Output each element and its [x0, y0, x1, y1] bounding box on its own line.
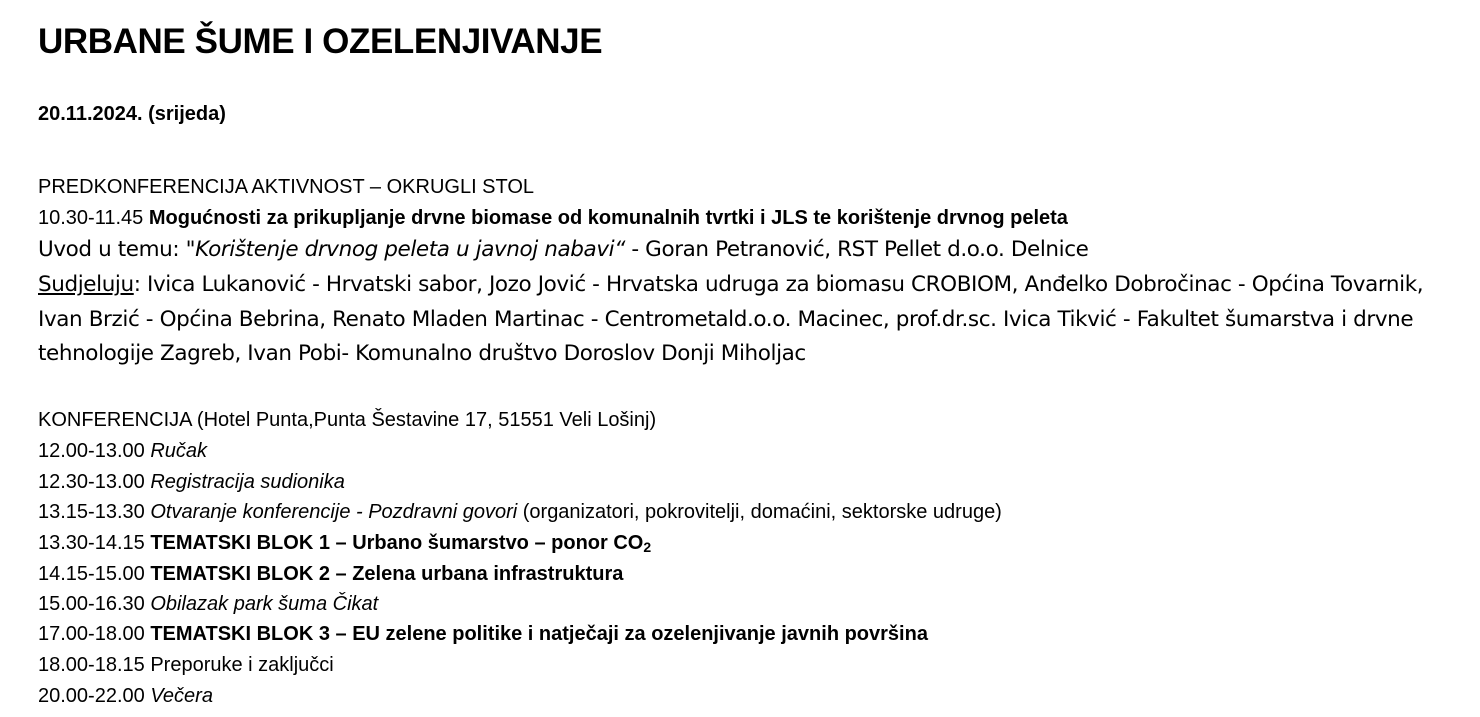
agenda-extra: (organizatori, pokrovitelji, domaćini, sektorske udruge) [517, 501, 1002, 523]
agenda-time: 13.15-13.30 [38, 501, 145, 523]
agenda-item [38, 561, 623, 587]
agenda-label: TEMATSKI BLOK 2 – Zelena urbana infrastruktura [150, 563, 624, 585]
session-time: 10.30-11.45 [38, 207, 144, 229]
intro-title: "Korištenje drvnog peleta u javnoj nabavi“ [185, 237, 625, 262]
agenda-label [150, 532, 651, 554]
participants-label: Sudjeluju [38, 272, 134, 297]
participants-paragraph [38, 268, 1458, 372]
conference-heading: KONFERENCIJA (Hotel Punta,Punta Šestavine 17, 51551 Veli Lošinj) [38, 409, 657, 431]
agenda-item [38, 469, 345, 495]
pre-conference-session [38, 205, 1068, 231]
intro-label: Uvod u temu: [38, 237, 186, 262]
agenda-item [38, 683, 213, 709]
agenda-time: 14.15-15.00 [38, 563, 145, 585]
agenda-item [38, 530, 651, 560]
agenda-time: 12.00-13.00 [38, 440, 145, 462]
agenda-label: Otvaranje konferencije - Pozdravni govori [150, 501, 518, 523]
agenda-item [38, 621, 928, 647]
pre-conference-heading: PREDKONFERENCIJA AKTIVNOST – OKRUGLI STOL [38, 176, 535, 198]
agenda-label: Večera [150, 685, 213, 707]
agenda-item [38, 438, 207, 464]
agenda-item [38, 652, 334, 678]
agenda-item [38, 591, 378, 617]
agenda-label: Obilazak park šuma Čikat [150, 593, 379, 615]
agenda-label: Registracija sudionika [150, 471, 345, 493]
agenda-label: TEMATSKI BLOK 3 – EU zelene politike i natječaji za ozelenjivanje javnih površina [150, 623, 928, 645]
document-title: URBANE ŠUME I OZELENJIVANJE [38, 22, 603, 61]
agenda-time: 15.00-16.30 [38, 593, 145, 615]
agenda-label: Preporuke i zaključci [150, 654, 334, 676]
agenda-label: Ručak [150, 440, 208, 462]
agenda-item [38, 499, 1002, 525]
event-date: 20.11.2024. (srijeda) [38, 103, 226, 125]
participants-list: : Ivica Lukanović - Hrvatski sabor, Jozo Jović - Hrvatska udruga za biomasu CROBIOM, Anđelko Dobročinac - Općina Tovarnik, Ivan Brzić - Općina Bebrina, Renato Mladen Martinac - Centrometald.o.o. Macinec, prof.dr.sc. Ivica Tikvić - Fakultet šumarstva i drvne tehnologije Zagreb, Ivan Pobi- Komunalno društvo Doroslov Donji Miholjac [38, 272, 1424, 366]
intro-speaker: - Goran Petranović, RST Pellet d.o.o. Delnice [624, 237, 1089, 262]
agenda-time: 12.30-13.00 [38, 471, 145, 493]
agenda-time: 18.00-18.15 [38, 654, 145, 676]
agenda-label-subscript: 2 [643, 539, 652, 555]
session-topic: Mogućnosti za prikupljanje drvne biomase od komunalnih tvrtki i JLS te korištenje drvnog peleta [148, 207, 1068, 229]
agenda-time: 13.30-14.15 [38, 532, 145, 554]
intro-line [38, 233, 1458, 268]
agenda-label-text: TEMATSKI BLOK 1 – Urbano šumarstvo – ponor CO [150, 532, 644, 554]
agenda-time: 17.00-18.00 [38, 623, 145, 645]
agenda-time: 20.00-22.00 [38, 685, 145, 707]
